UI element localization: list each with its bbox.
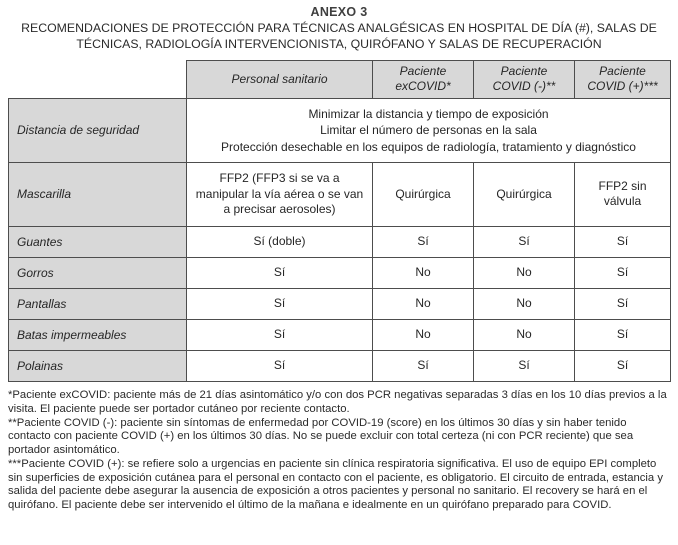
cell-guantes-covid-negativo: Sí [474, 226, 575, 257]
cell-polainas-covid-positivo: Sí [575, 350, 671, 381]
distancia-line-3: Protección desechable en los equipos de radiología, tratamiento y diagnóstico [221, 139, 636, 154]
cell-gorros-excovid: No [373, 257, 474, 288]
table-row-gorros [9, 257, 671, 288]
corner-cell [9, 60, 187, 98]
cell-batas-covid-positivo: Sí [575, 319, 671, 350]
cell-mascarilla-personal: FFP2 (FFP3 si se va a manipular la vía aérea o se van a precisar aerosoles) [187, 162, 373, 226]
table-row-polainas [9, 350, 671, 381]
cell-pantallas-excovid: No [373, 288, 474, 319]
cell-mascarilla-excovid: Quirúrgica [373, 162, 474, 226]
cell-polainas-personal: Sí [187, 350, 373, 381]
cell-gorros-covid-positivo: Sí [575, 257, 671, 288]
page-subtitle: RECOMENDACIONES DE PROTECCIÓN PARA TÉCNICAS ANALGÉSICAS EN HOSPITAL DE DÍA (#), SALAS DE TÉCNICAS, RADIOLOGÍA INTERVENCIONISTA, QUIRÓFANO Y SALAS DE RECUPERACIÓN [21, 21, 657, 51]
footnote-paciente-covid-positivo: ***Paciente COVID (+): se refiere solo a urgencias en paciente sin clínica respiratoria significativa. El uso de equipo EPI completo sin superficies de exposición cutánea para el personal en contacto con el paciente, es obligatorio. El circuito de entrada, estancia y salida del paciente debe asegurar la ausencia de exposición a otros pacientes y personal no sanitario. El recovery se hará en el quirófano. El paciente debe ser intervenido el último de la mañana e idealmente en un quirófano preparado para COVID. [8, 457, 663, 512]
cell-guantes-covid-positivo: Sí [575, 226, 671, 257]
table-row-distancia-de-seguridad [9, 98, 671, 162]
distancia-merged-cell [187, 98, 671, 162]
cell-batas-covid-negativo: No [474, 319, 575, 350]
cell-mascarilla-covid-positivo: FFP2 sin válvula [575, 162, 671, 226]
column-header-paciente-covid-positivo: Paciente COVID (+)*** [575, 60, 671, 98]
cell-batas-excovid: No [373, 319, 474, 350]
distancia-line-2: Limitar el número de personas en la sala [320, 123, 537, 138]
cell-pantallas-covid-negativo: No [474, 288, 575, 319]
row-label-gorros: Gorros [9, 257, 187, 288]
row-label-pantallas: Pantallas [9, 288, 187, 319]
column-header-paciente-excovid: Paciente exCOVID* [373, 60, 474, 98]
row-label-guantes: Guantes [9, 226, 187, 257]
footnote-paciente-covid-negativo: **Paciente COVID (-): paciente sin síntomas de enfermedad por COVID-19 (score) en los últimos 30 días y sin haber tenido contacto con paciente COVID (+) en los últimos 30 días. No se puede excluir con total certeza (ni con PCR reciente) que sea portador asintomático. [8, 416, 634, 457]
table-row-pantallas [9, 288, 671, 319]
cell-gorros-personal: Sí [187, 257, 373, 288]
table-row-guantes [9, 226, 671, 257]
cell-mascarilla-covid-negativo: Quirúrgica [474, 162, 575, 226]
cell-guantes-excovid: Sí [373, 226, 474, 257]
row-label-batas-impermeables: Batas impermeables [9, 319, 187, 350]
cell-pantallas-covid-positivo: Sí [575, 288, 671, 319]
protection-recommendations-table [8, 60, 671, 382]
row-label-mascarilla: Mascarilla [9, 162, 187, 226]
footnotes [8, 389, 670, 513]
cell-guantes-personal: Sí (doble) [187, 226, 373, 257]
table-header-row [9, 60, 671, 98]
column-header-paciente-covid-negativo: Paciente COVID (-)** [474, 60, 575, 98]
row-label-polainas: Polainas [9, 350, 187, 381]
cell-polainas-excovid: Sí [373, 350, 474, 381]
page-title: ANEXO 3 [310, 5, 368, 19]
cell-gorros-covid-negativo: No [474, 257, 575, 288]
column-header-personal-sanitario: Personal sanitario [187, 60, 373, 98]
table-row-batas-impermeables [9, 319, 671, 350]
cell-batas-personal: Sí [187, 319, 373, 350]
table-row-mascarilla [9, 162, 671, 226]
footnote-paciente-excovid: *Paciente exCOVID: paciente más de 21 días asintomático y/o con dos PCR negativas separadas 3 días en los 10 días previos a la visita. El paciente puede ser portador cutáneo por reciente contacto. [8, 388, 667, 415]
row-label-distancia-de-seguridad: Distancia de seguridad [9, 98, 187, 162]
cell-pantallas-personal: Sí [187, 288, 373, 319]
distancia-line-1: Minimizar la distancia y tiempo de exposición [308, 107, 549, 122]
cell-polainas-covid-negativo: Sí [474, 350, 575, 381]
